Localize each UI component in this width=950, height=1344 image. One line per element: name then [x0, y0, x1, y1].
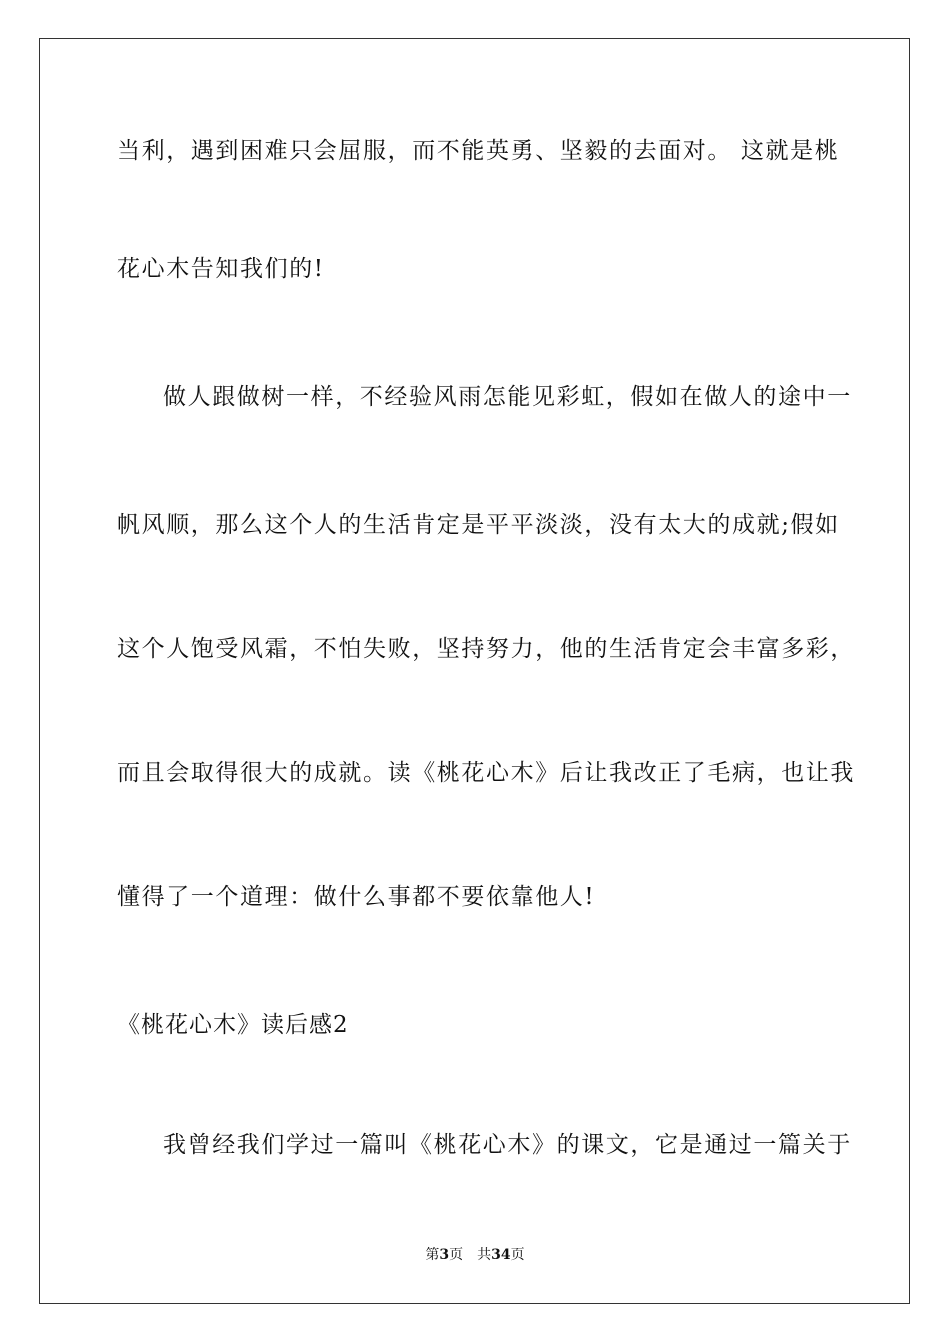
text-line: 懂得了一个道理：做什么事都不要依靠他人! — [117, 884, 596, 910]
page-frame — [39, 38, 910, 1304]
page-prefix: 第 — [425, 1247, 440, 1263]
section-heading: 《桃花心木》读后感2 — [117, 1012, 349, 1038]
text-line: 当利，遇到困难只会屈服，而不能英勇、坚毅的去面对。 这就是桃 — [117, 138, 840, 164]
text-line: 而且会取得很大的成就。读《桃花心木》后让我改正了毛病，也让我 — [117, 760, 855, 786]
text-line: 花心木告知我们的! — [117, 256, 325, 282]
text-line: 这个人饱受风霜，不怕失败，坚持努力，他的生活肯定会丰富多彩， — [117, 636, 855, 662]
paragraph-first-line: 我曾经我们学过一篇叫《桃花心木》的课文，它是通过一篇关于 — [163, 1132, 852, 1158]
page-suffix: 页 — [449, 1247, 464, 1263]
page-footer — [0, 1245, 950, 1265]
text-line: 帆风顺，那么这个人的生活肯定是平平淡淡，没有太大的成就;假如 — [117, 512, 840, 538]
total-prefix: 共 — [477, 1247, 492, 1263]
total-pages: 34 — [491, 1247, 511, 1263]
page-number: 3 — [439, 1247, 450, 1263]
paragraph-first-line: 做人跟做树一样，不经验风雨怎能见彩虹，假如在做人的途中一 — [163, 384, 852, 410]
total-suffix: 页 — [510, 1247, 525, 1263]
